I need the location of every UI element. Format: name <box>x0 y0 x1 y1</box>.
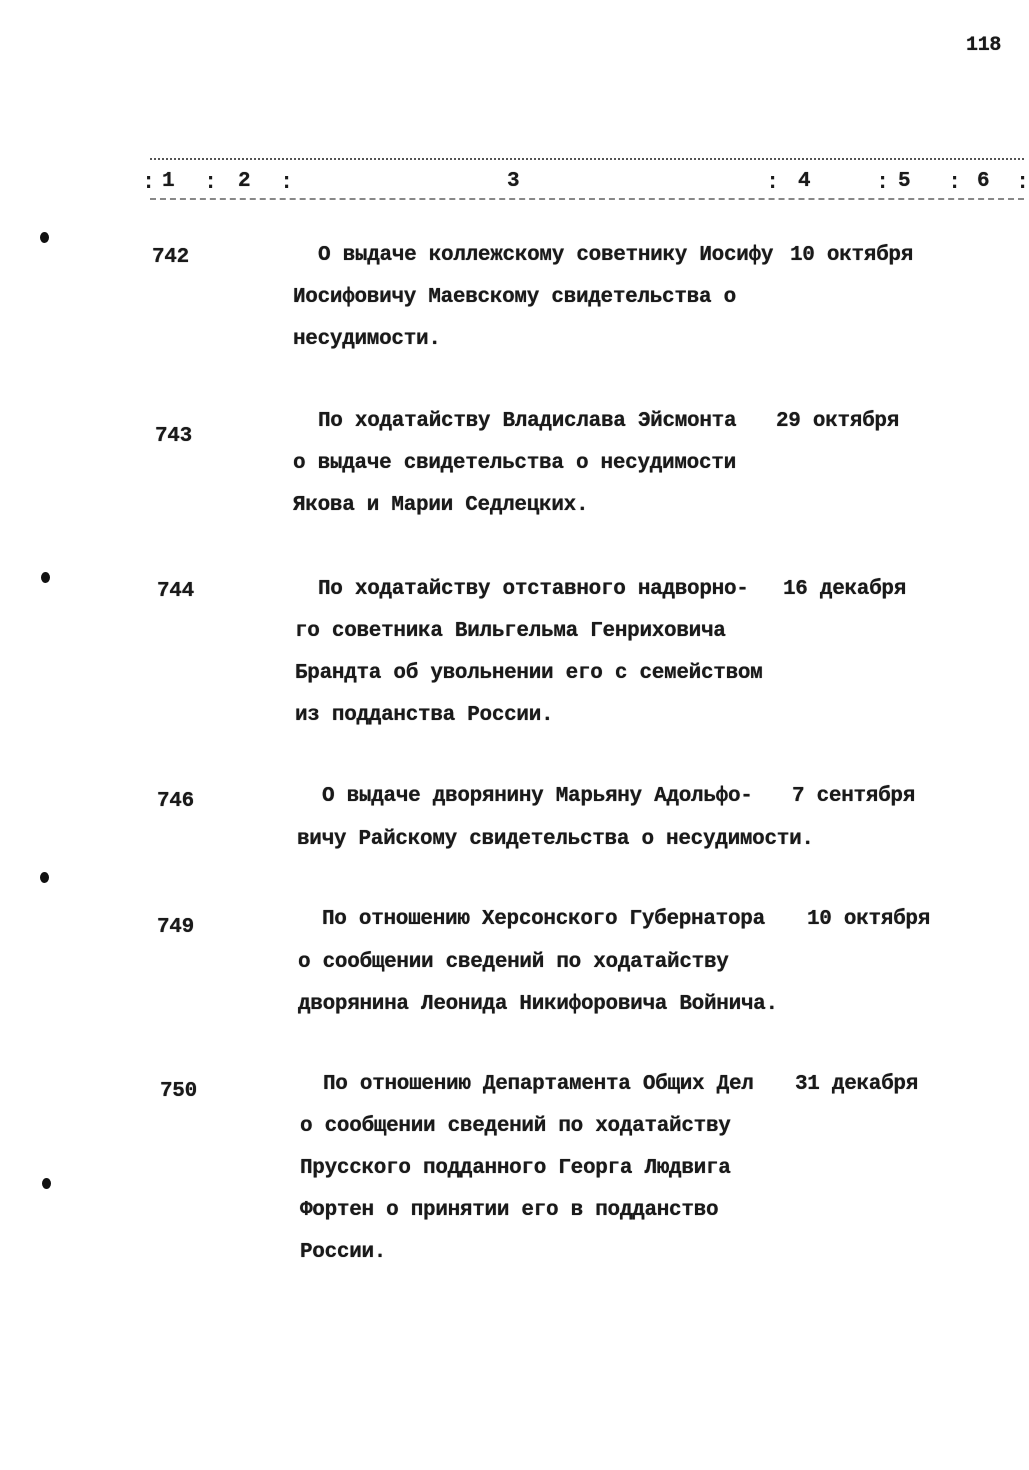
entry-text-line: несудимости. <box>293 328 441 351</box>
entry-text-line: Брандта об увольнении его с семейством <box>295 662 763 685</box>
entry-date: 16 декабря <box>783 578 907 601</box>
entry-date: 10 октября <box>790 244 914 267</box>
entry-text-line: из подданства России. <box>295 704 554 727</box>
table-header-bottom-rule <box>150 198 1024 200</box>
column-header-2: 2 <box>238 170 251 193</box>
entry-text-line: По отношению Херсонского Губернатора <box>322 908 765 931</box>
entry-text-line: о сообщении сведений по ходатайству <box>298 951 729 974</box>
entry-text-line: о выдаче свидетельства о несудимости <box>293 452 736 475</box>
column-header-1: 1 <box>162 170 175 193</box>
entry-text-line: Фортен о принятии его в подданство <box>300 1199 719 1222</box>
column-header-5: 5 <box>898 170 911 193</box>
column-separator: : <box>142 170 156 195</box>
column-separator: : <box>204 170 218 195</box>
entry-number: 744 <box>157 580 194 603</box>
binder-hole-mark <box>40 232 49 243</box>
binder-hole-mark <box>40 872 49 883</box>
entry-text-line: Якова и Марии Седлецких. <box>293 494 589 517</box>
entry-text-line: го советника Вильгельма Генриховича <box>295 620 726 643</box>
column-separator: : <box>948 170 962 195</box>
entry-number: 746 <box>157 790 194 813</box>
entry-text-line: О выдаче дворянину Марьяну Адольфо- <box>322 785 753 808</box>
page-number: 118 <box>966 34 1002 57</box>
entry-date: 31 декабря <box>795 1073 919 1096</box>
entry-text-line: Прусского подданного Георга Людвига <box>300 1157 731 1180</box>
entry-text-line: Иосифовичу Маевскому свидетельства о <box>293 286 736 309</box>
entry-number: 743 <box>155 425 192 448</box>
entry-text-line: По отношению Департамента Общих Дел <box>323 1073 754 1096</box>
entry-text-line: дворянина Леонида Никифоровича Войнича. <box>298 993 778 1016</box>
binder-hole-mark <box>42 1178 51 1189</box>
column-separator: : <box>876 170 890 195</box>
column-header-4: 4 <box>798 170 811 193</box>
entry-text-line: вичу Райскому свидетельства о несудимости. <box>297 828 814 851</box>
column-separator: : <box>280 170 294 195</box>
entry-date: 10 октября <box>807 908 931 931</box>
binder-hole-mark <box>41 572 50 583</box>
entry-text-line: По ходатайству отставного надворно- <box>318 578 749 601</box>
entry-number: 750 <box>160 1080 197 1103</box>
entry-date: 7 сентября <box>792 785 916 808</box>
entry-text-line: о сообщении сведений по ходатайству <box>300 1115 731 1138</box>
entry-text-line: России. <box>300 1241 387 1264</box>
column-header-6: 6 <box>977 170 990 193</box>
column-separator: : <box>766 170 780 195</box>
column-separator: : <box>1016 170 1029 195</box>
entry-date: 29 октября <box>776 410 900 433</box>
entry-number: 749 <box>157 916 194 939</box>
entry-number: 742 <box>152 246 189 269</box>
entry-text-line: По ходатайству Владислава Эйсмонта <box>318 410 737 433</box>
table-header-top-rule <box>150 158 1024 160</box>
entry-text-line: О выдаче коллежскому советнику Иосифу <box>318 244 774 267</box>
column-header-3: 3 <box>507 170 520 193</box>
